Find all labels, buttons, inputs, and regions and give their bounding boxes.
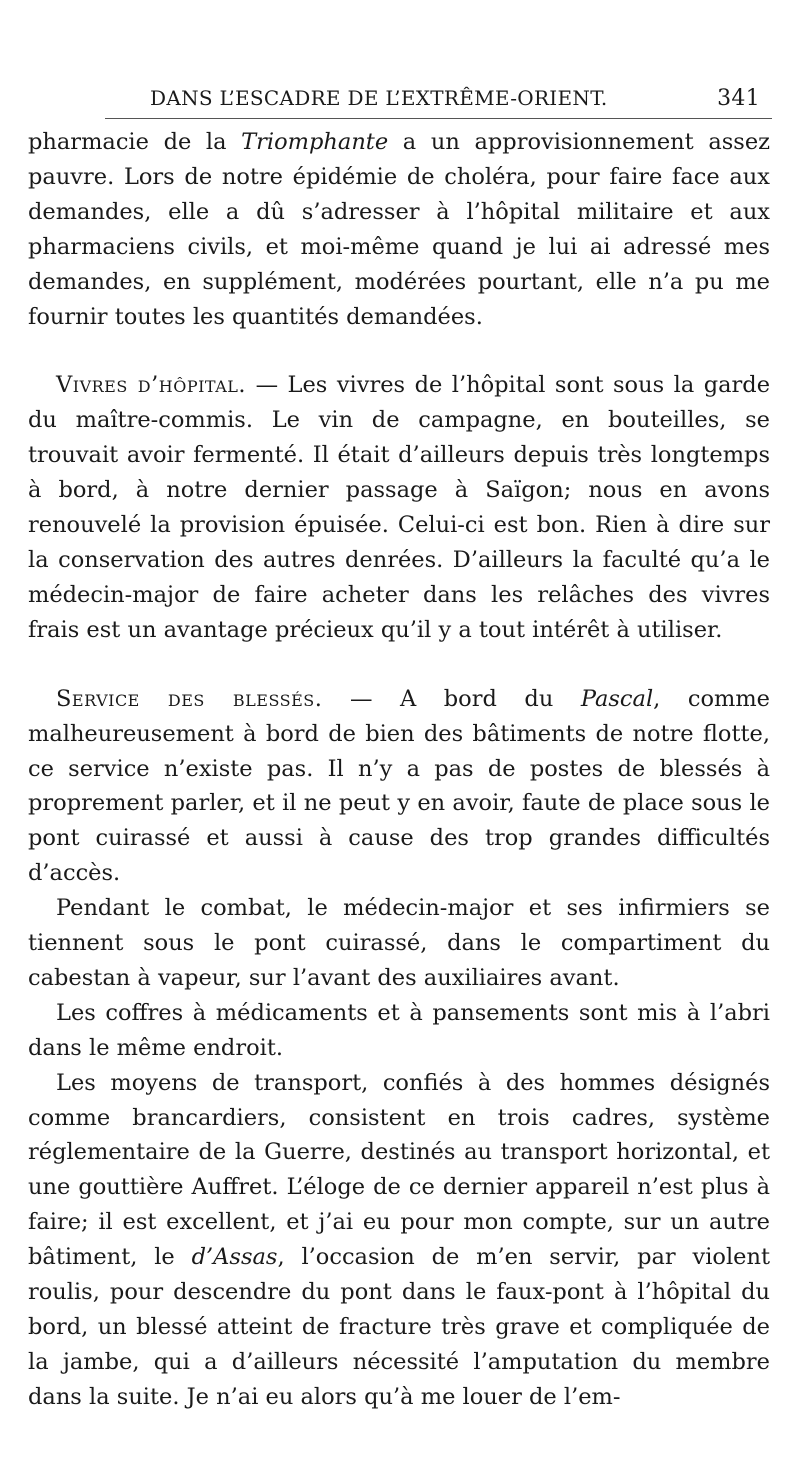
text-run: a un approvisionnement assez pauvre. Lors de notre épidémie de choléra, pour faire face aux demandes, elle a dû s’adresser à l’hôpital militaire et aux pharmaciens civils, et moi-même quand je lui ai adressé mes demandes, en supplément, modérées pourtant, elle n’a pu me fournir toutes les quantités demandées.: [28, 129, 770, 330]
paragraph-combat: Pendant le combat, le médecin-major et ses infirmiers se tiennent sous le pont cuirassé, dans le compartiment du cabestan à vapeur, sur l’avant des auxiliaires avant.: [28, 895, 770, 991]
paragraph-pharmacie: [28, 125, 770, 334]
header-rule: [105, 118, 772, 119]
section-heading-vivres: Vivres d’hôpital.: [56, 372, 247, 399]
ship-name-assas: d’Assas: [191, 1244, 278, 1271]
page-number: 341: [717, 86, 760, 111]
text-run: , comme malheureusement à bord de bien des bâtiments de notre flotte, ce service n’existe pas. Il n’y a pas de postes de blessés à proprement parler, et il ne peut y en avoir, faute de place sous le pont cuirassé et aussi à cause des trop grandes difficultés d’accès.: [28, 685, 770, 887]
running-title: DANS L’ESCADRE DE L’EXTRÊME-ORIENT.: [150, 86, 608, 110]
ship-name-pascal: Pascal: [580, 685, 654, 712]
text-run: pharmacie de la: [28, 129, 242, 155]
text-run: — Les vivres de l’hôpital sont sous la garde du maître-commis. Le vin de campagne, en bouteilles, se trouvait avoir fermenté. Il était d’ailleurs depuis très longtemps à bord, à notre dernier passage à Saïgon; nous en avons renouvelé la provision épuisée. Celui-ci est bon. Rien à dire sur la conservation des autres denrées. D’ailleurs la faculté qu’a le médecin-major de faire acheter dans les relâches des vivres frais est un avantage précieux qu’il y a tout intérêt à utiliser.: [28, 372, 771, 643]
text-run: Les moyens de transport, confiés à des hommes désignés comme brancardiers, consistent en trois cadres, système réglementaire de la Guerre, destinés au transport horizontal, et une gouttière Auffret. L’éloge de ce dernier appareil n’est plus à faire; il est excellent, et j’ai eu pour mon compte, sur un autre bâtiment, le: [28, 1069, 770, 1271]
text-run: — A bord du: [322, 685, 581, 712]
body-text: [28, 125, 770, 1415]
paragraph-vivres: [28, 368, 770, 647]
text-run: , l’occasion de m’en servir, par violent roulis, pour descendre du pont dans le faux-pont à l’hôpital du bord, un blessé atteint de fracture très grave et compliquée de la jambe, qui a d’ailleurs nécessité l’amputation du membre dans la suite. Je n’ai eu alors qu’à me louer de l’em-: [28, 1244, 770, 1410]
running-header: [110, 86, 760, 120]
paragraph-coffres: Les coffres à médicaments et à pansements sont mis à l’abri dans le même endroit.: [28, 999, 770, 1061]
paragraph-service-blesses: [28, 682, 770, 891]
section-heading-service-blesses: Service des blessés.: [56, 685, 323, 712]
ship-name-triomphante: Triomphante: [241, 129, 389, 155]
paragraph-transport: [28, 1066, 770, 1415]
